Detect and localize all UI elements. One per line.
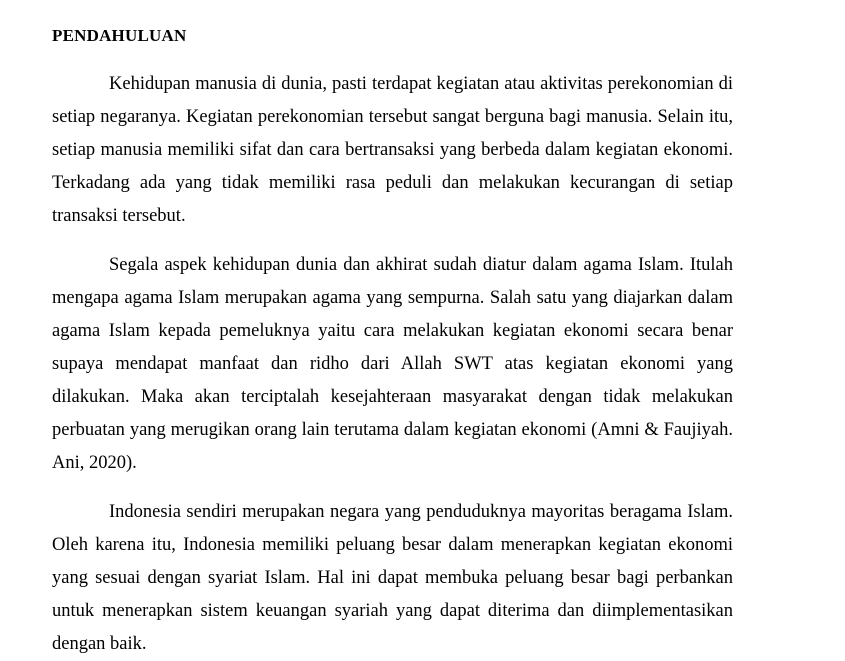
paragraph-indonesia-sharia-banking: Indonesia sendiri merupakan negara yang penduduknya mayoritas beragama Islam. Oleh karena itu, Indonesia memiliki peluang besar dalam menerapkan kegiatan ekonomi yang sesuai dengan syariat Islam. Hal ini dapat membuka peluang besar bagi perbankan untuk menerapkan sistem keuangan syariah yang dapat diterima dan diimplementasikan dengan baik. [52, 502, 733, 654]
section-heading-pendahuluan: PENDAHULUAN [52, 26, 187, 45]
paragraph-islamic-principles: Segala aspek kehidupan dunia dan akhirat sudah diatur dalam agama Islam. Itulah mengapa agama Islam merupakan agama yang sempurna. Salah satu yang diajarkan dalam agama Islam kepada pemeluknya yaitu cara melakukan kegiatan ekonomi secara benar supaya mendapat manfaat dan ridho dari Allah SWT atas kegiatan ekonomi yang dilakukan. Maka akan terciptalah kesejahteraan masyarakat dengan tidak melakukan perbuatan yang merugikan orang lain terutama dalam kegiatan ekonomi (Amni & Faujiyah. Ani, 2020). [52, 255, 733, 473]
document-text-column [52, 0, 733, 661]
paragraph-introduction-economy: Kehidupan manusia di dunia, pasti terdapat kegiatan atau aktivitas perekonomian di setiap negaranya. Kegiatan perekonomian tersebut sangat berguna bagi manusia. Selain itu, setiap manusia memiliki sifat dan cara bertransaksi yang berbeda dalam kegiatan ekonomi. Terkadang ada yang tidak memiliki rasa peduli dan melakukan kecurangan di setiap transaksi tersebut. [52, 74, 733, 226]
